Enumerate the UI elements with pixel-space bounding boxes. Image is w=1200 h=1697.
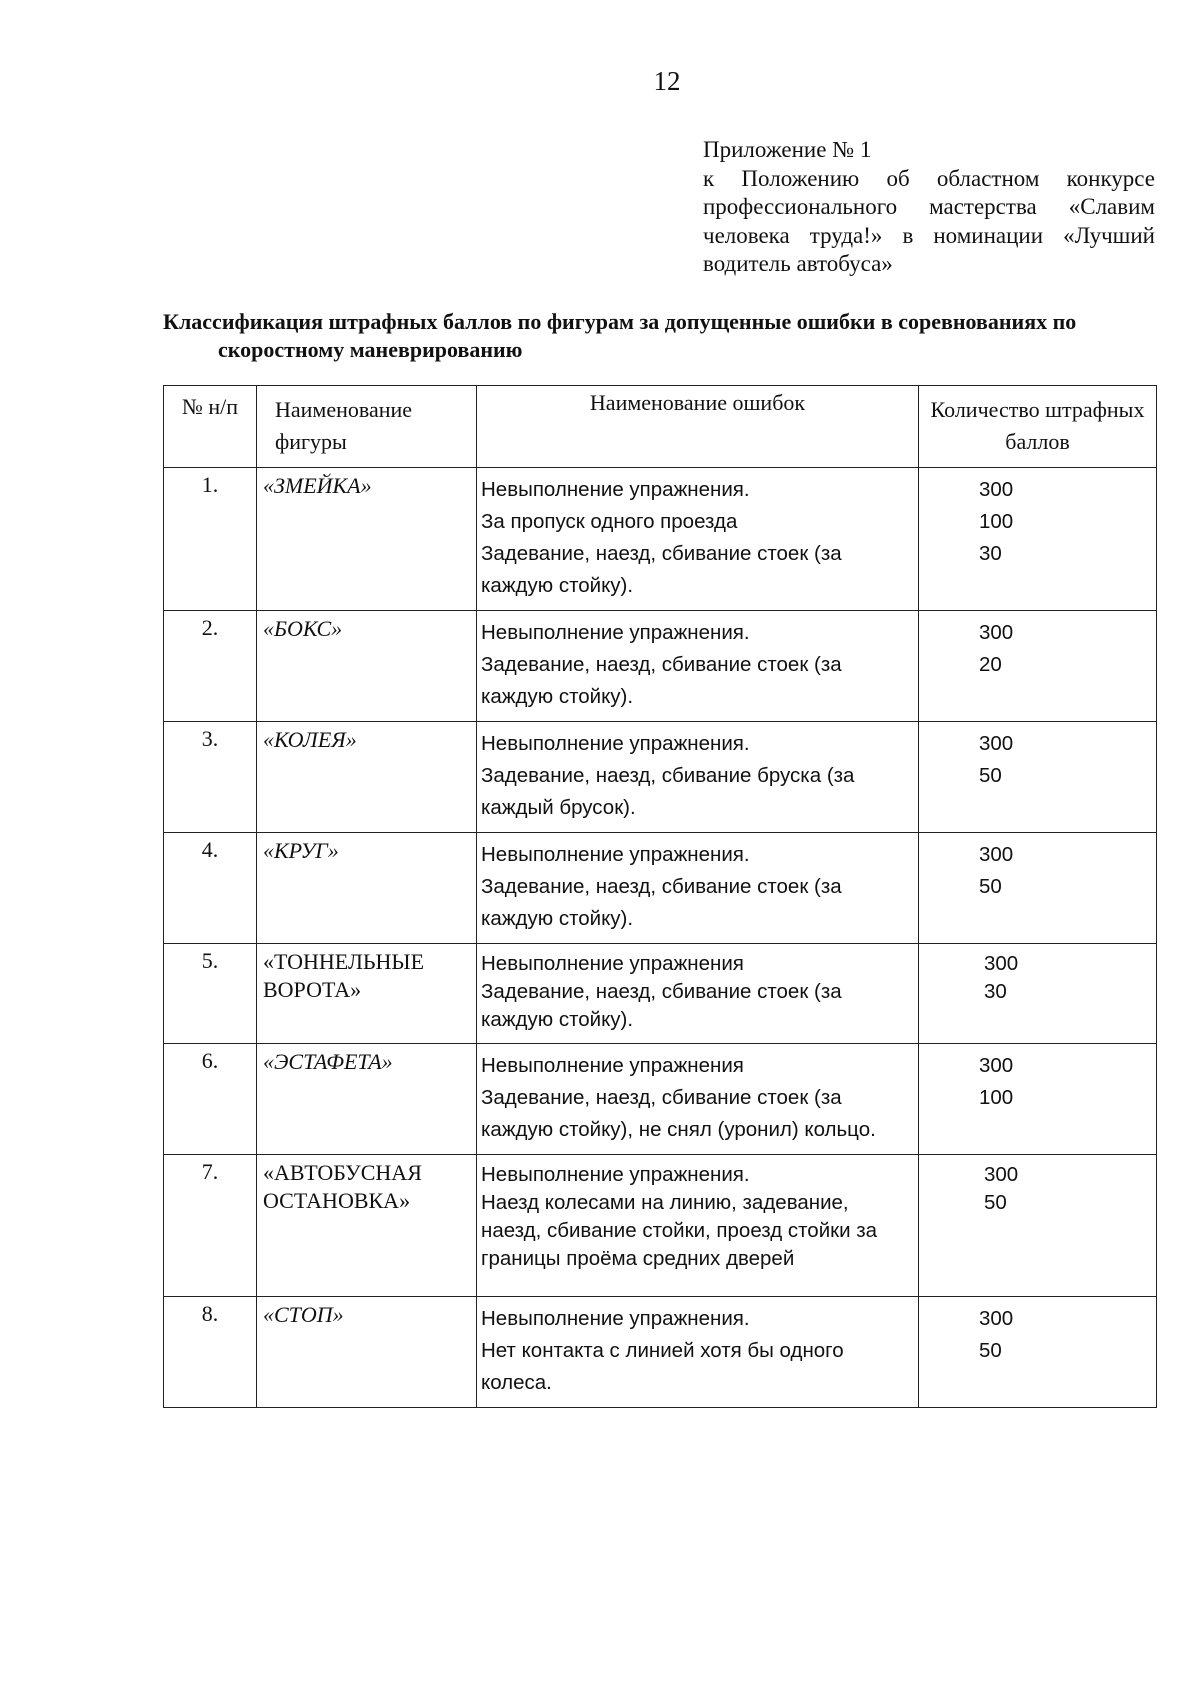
row-figure: «БОКС» — [257, 611, 477, 722]
row-num: 8. — [164, 1297, 257, 1408]
error-item: Невыполнение упражнения. — [481, 843, 750, 866]
row-errors — [477, 468, 919, 611]
points-item: 30 — [984, 980, 1007, 1003]
points-item: 300 — [979, 478, 1014, 501]
row-figure: «КРУГ» — [257, 833, 477, 944]
table-row — [164, 1155, 1157, 1297]
row-errors — [477, 611, 919, 722]
penalty-table — [163, 385, 1157, 1408]
appendix-heading: Приложение № 1 — [703, 137, 872, 162]
document-title-line-1: Классификация штрафных баллов по фигурам за допущенные ошибки в соревнованиях по — [163, 309, 1077, 334]
row-errors — [477, 1044, 919, 1155]
error-item: Невыполнение упражнения. — [481, 621, 750, 644]
error-item: Задевание, наезд, сбивание стоек (за каждую стойку). — [481, 875, 842, 930]
row-points — [919, 611, 1157, 722]
error-item: Нет контакта с линией хотя бы одного колеса. — [481, 1339, 844, 1394]
points-item: 300 — [984, 952, 1019, 975]
points-item: 20 — [979, 653, 1002, 676]
row-num: 5. — [164, 944, 257, 1044]
row-num: 7. — [164, 1155, 257, 1297]
error-item: Невыполнение упражнения. — [481, 1307, 750, 1330]
row-figure: «АВТОБУСНАЯ ОСТАНОВКА» — [257, 1155, 477, 1297]
document-title-line-2: скоростному маневрированию — [218, 337, 523, 362]
table-header-row — [164, 386, 1157, 468]
row-points — [919, 722, 1157, 833]
row-errors — [477, 722, 919, 833]
points-item: 300 — [979, 1307, 1014, 1330]
row-points — [919, 833, 1157, 944]
error-item: Задевание, наезд, сбивание стоек (за каждую стойку). — [481, 653, 842, 708]
row-num: 1. — [164, 468, 257, 611]
row-figure: «СТОП» — [257, 1297, 477, 1408]
points-item: 100 — [979, 1086, 1014, 1109]
points-item: 50 — [979, 1339, 1002, 1362]
row-errors — [477, 1155, 919, 1297]
points-item: 300 — [979, 621, 1014, 644]
row-points — [919, 1155, 1157, 1297]
row-errors — [477, 833, 919, 944]
points-item: 300 — [979, 1054, 1014, 1077]
points-item: 50 — [979, 875, 1002, 898]
error-item: Невыполнение упражнения. — [481, 1163, 750, 1186]
appendix-block — [703, 136, 1155, 279]
row-points — [919, 468, 1157, 611]
error-item: Невыполнение упражнения. — [481, 732, 750, 755]
row-points — [919, 1044, 1157, 1155]
table-row — [164, 722, 1157, 833]
row-points — [919, 944, 1157, 1044]
points-item: 30 — [979, 542, 1002, 565]
points-item: 50 — [984, 1191, 1007, 1214]
points-item: 50 — [979, 764, 1002, 787]
error-item: Задевание, наезд, сбивание бруска (за каждый брусок). — [481, 764, 855, 819]
points-item: 100 — [979, 510, 1014, 533]
header-figure: Наименование фигуры — [257, 386, 477, 468]
table-row — [164, 833, 1157, 944]
table-row — [164, 1044, 1157, 1155]
row-points — [919, 1297, 1157, 1408]
header-errors: Наименование ошибок — [477, 386, 919, 468]
row-errors — [477, 944, 919, 1044]
points-item: 300 — [979, 732, 1014, 755]
row-num: 2. — [164, 611, 257, 722]
row-num: 3. — [164, 722, 257, 833]
header-points: Количество штрафных баллов — [919, 386, 1157, 468]
row-figure: «ЗМЕЙКА» — [257, 468, 477, 611]
points-item: 300 — [979, 843, 1014, 866]
error-item: Невыполнение упражнения — [481, 952, 744, 975]
row-figure: «ТОННЕЛЬНЫЕ ВОРОТА» — [257, 944, 477, 1044]
error-item: Невыполнение упражнения. — [481, 478, 750, 501]
points-item: 300 — [984, 1163, 1019, 1186]
row-errors — [477, 1297, 919, 1408]
header-num: № н/п — [164, 386, 257, 468]
table-row — [164, 1297, 1157, 1408]
table-row — [164, 468, 1157, 611]
appendix-text: к Положению об областном конкурсе профессионального мастерства «Славим человека труда!» в номинации «Лучший водитель автобуса» — [703, 165, 1155, 276]
document-title — [163, 308, 1155, 364]
error-item: Задевание, наезд, сбивание стоек (за каждую стойку). — [481, 980, 842, 1031]
error-item: За пропуск одного проезда — [481, 510, 738, 533]
table-row — [164, 944, 1157, 1044]
error-item: Задевание, наезд, сбивание стоек (за каждую стойку), не снял (уронил) кольцо. — [481, 1086, 876, 1141]
page-number: 12 — [653, 66, 681, 96]
row-figure: «КОЛЕЯ» — [257, 722, 477, 833]
row-num: 4. — [164, 833, 257, 944]
row-num: 6. — [164, 1044, 257, 1155]
row-figure: «ЭСТАФЕТА» — [257, 1044, 477, 1155]
table-row — [164, 611, 1157, 722]
error-item: Невыполнение упражнения — [481, 1054, 744, 1077]
error-item: Задевание, наезд, сбивание стоек (за каждую стойку). — [481, 542, 842, 597]
error-item: Наезд колесами на линию, задевание, наезд, сбивание стойки, проезд стойки за границы проёма средних дверей — [481, 1191, 878, 1270]
